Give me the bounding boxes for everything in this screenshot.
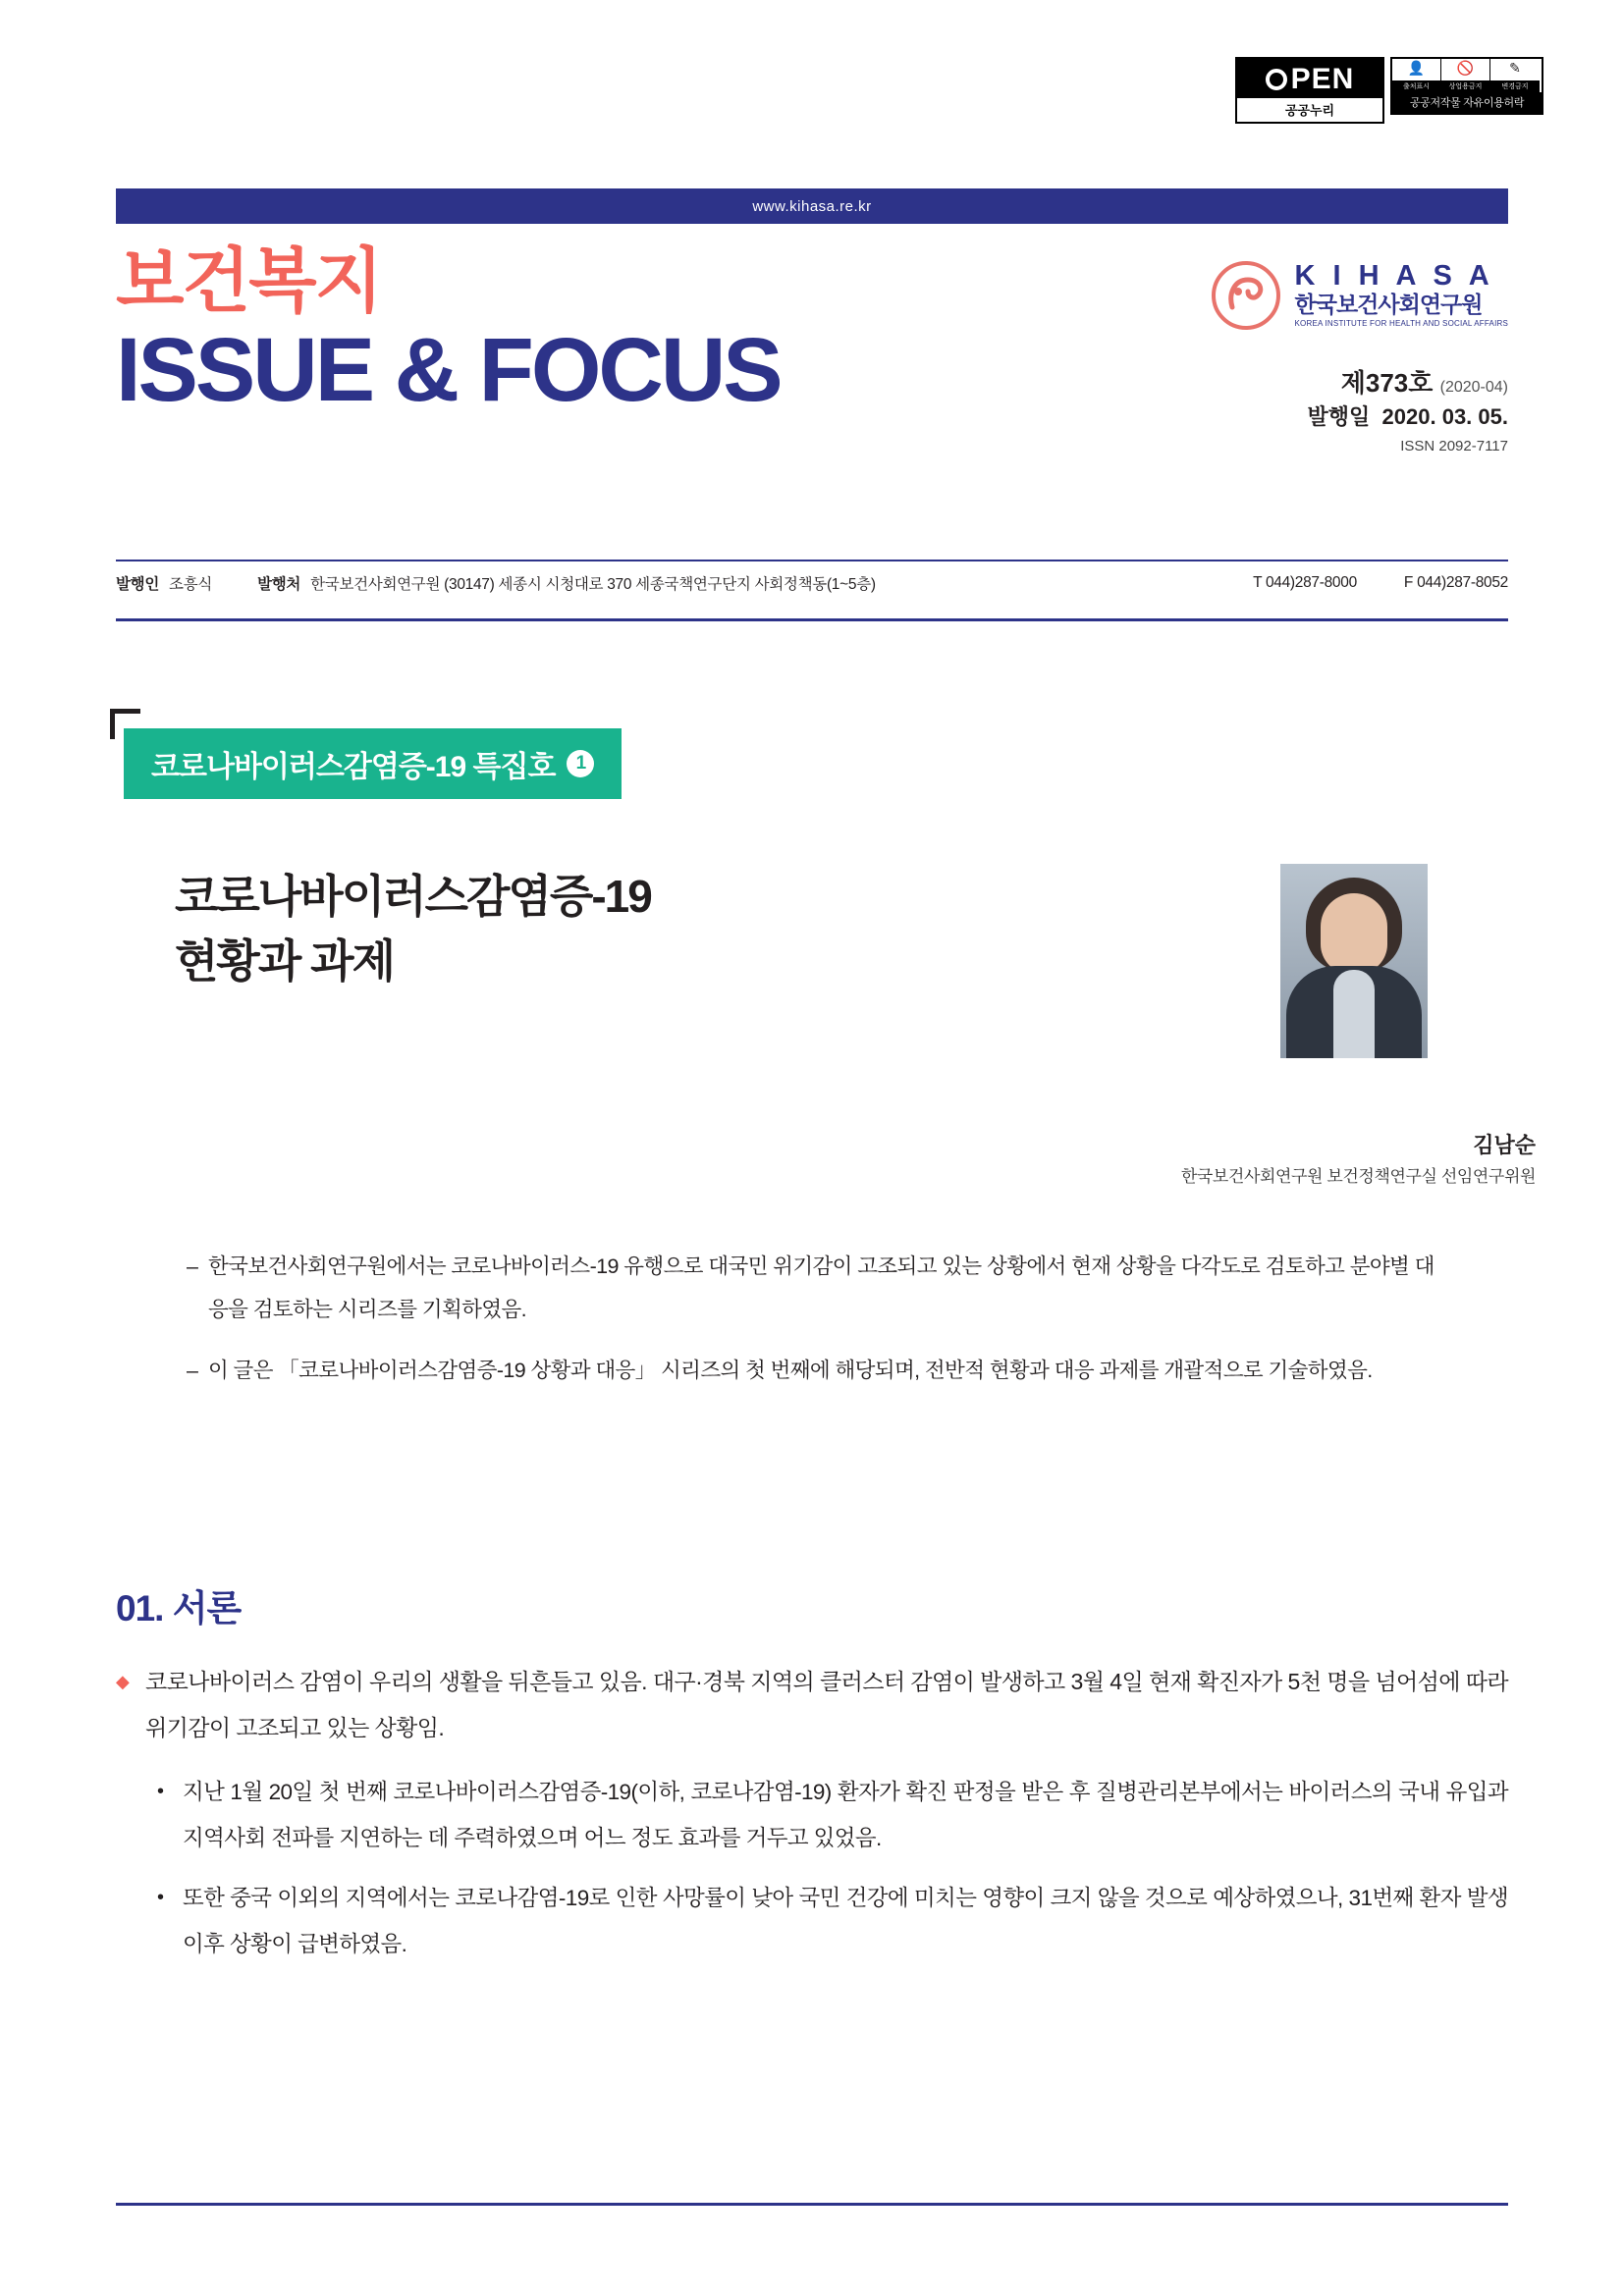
article-title-line2: 현황과 과제 [175, 935, 394, 987]
noderivative-icon [1490, 59, 1540, 92]
body-paragraph-level1 [116, 1659, 1508, 1751]
section-heading [116, 1578, 241, 1631]
publish-date-line [1308, 402, 1508, 432]
website-url-bar: www.kihasa.re.kr [116, 188, 1508, 224]
summary-dash-icon: – [187, 1359, 198, 1382]
kihasa-logo-sub: KOREA INSTITUTE FOR HEALTH AND SOCIAL AFFAIRS [1294, 319, 1508, 328]
footer-rule [116, 2203, 1508, 2206]
section-title: 서론 [172, 1588, 242, 1629]
publish-date-value: 2020. 03. 05. [1381, 404, 1508, 429]
diamond-bullet-icon: ◆ [116, 1672, 130, 1691]
article-summary [187, 1245, 1453, 1410]
dot-bullet-icon: • [157, 1887, 164, 1908]
kihasa-logo-ko: 한국보건사회연구원 [1294, 292, 1483, 317]
open-text: PEN [1290, 63, 1355, 95]
section-body [116, 1659, 1508, 1981]
article-title [175, 864, 651, 993]
masthead-title-english: ISSUE & FOCUS [116, 320, 781, 420]
issn: ISSN 2092-7117 [1400, 438, 1508, 454]
open-label [1237, 59, 1382, 98]
issue-number-line [1308, 368, 1508, 402]
masthead [116, 240, 1508, 454]
attribution-icon [1392, 59, 1441, 92]
kogl-badge [1235, 57, 1543, 124]
summary-item [187, 1349, 1453, 1392]
body-paragraph-level2 [157, 1875, 1508, 1967]
fax: F 044)287-8052 [1403, 574, 1508, 591]
special-issue-label: 코로나바이러스감염증-19 특집호 [151, 751, 556, 783]
noderivative-caption: 변경금지 [1490, 80, 1540, 92]
article-title-line1: 코로나바이러스감염증-19 [175, 871, 651, 922]
publisher-name: 조흥식 [169, 576, 213, 593]
person-icon: 👤 [1407, 60, 1426, 76]
issue-metadata [1308, 368, 1508, 461]
body-paragraph-text: 코로나바이러스 감염이 우리의 생활을 뒤흔들고 있음. 대구·경북 지역의 클러스터 감염이 발생하고 3월 4일 현재 확진자가 5천 명을 넘어섬에 따라 위기감이 고조되고 있는 상황임. [145, 1669, 1508, 1740]
no-commercial-icon: 🚫 [1456, 60, 1475, 76]
special-issue-number-badge: 1 [567, 750, 594, 777]
summary-item [187, 1245, 1453, 1331]
kogl-caption: 공공저작물 자유이용허락 [1392, 92, 1542, 113]
author-photo-shirt [1333, 970, 1375, 1058]
author-name: 김남순 [1473, 1133, 1536, 1157]
author-affiliation: 한국보건사회연구원 보건정책연구실 선임연구위원 [1180, 1167, 1536, 1186]
body-paragraph-text: 또한 중국 이외의 지역에서는 코로나감염-19로 인한 사망률이 낮아 국민 건강에 미치는 영향이 크지 않을 것으로 예상하였으나, 31번째 환자 발생 이후 상황이 급변하였음. [183, 1886, 1508, 1956]
kihasa-logo-text [1295, 261, 1508, 330]
masthead-title-korean: 보건복지 [116, 242, 382, 321]
kihasa-mark-svg [1209, 258, 1283, 333]
telephone: T 044)287-8000 [1253, 574, 1357, 591]
body-paragraph-level2 [157, 1769, 1508, 1861]
issue-number: 제373호 [1340, 368, 1434, 398]
summary-text: 한국보건사회연구원에서는 코로나바이러스-19 유행으로 대국민 위기감이 고조되고 있는 상황에서 현재 상황을 다각도로 검토하고 분야별 대응을 검토하는 시리즈를 기획하였음. [208, 1255, 1435, 1321]
publisher-label: 발행인 [116, 576, 160, 593]
open-circle-icon [1266, 69, 1287, 90]
issue-year: (2020-04) [1439, 379, 1508, 396]
publisher-line [116, 572, 1508, 594]
summary-dash-icon: – [187, 1255, 198, 1278]
publisher-rule-bottom [116, 618, 1508, 621]
attribution-caption: 출처표시 [1392, 80, 1440, 92]
organization-label: 발행처 [257, 576, 301, 593]
author-photo-face [1321, 893, 1387, 974]
kihasa-symbol-icon [1209, 258, 1283, 333]
dot-bullet-icon: • [157, 1781, 164, 1802]
kogl-icon-row [1392, 59, 1542, 92]
kogl-icon-group [1390, 57, 1543, 115]
no-edit-icon: ✎ [1509, 60, 1521, 76]
body-paragraph-text: 지난 1월 20일 첫 번째 코로나바이러스감염증-19(이하, 코로나감염-19) 환자가 확진 판정을 받은 후 질병관리본부에서는 바이러스의 국내 유입과 지역사회 전파를 지연하는 데 주력하였으며 어느 정도 효과를 거두고 있었음. [183, 1780, 1508, 1850]
section-number: 01. [116, 1588, 164, 1629]
open-access-badge [1235, 57, 1384, 124]
publish-date-label: 발행일 [1307, 404, 1371, 429]
summary-text: 이 글은 「코로나바이러스감염증-19 상황과 대응」 시리즈의 첫 번째에 해당되며, 전반적 현황과 대응 과제를 개괄적으로 기술하였음. [208, 1359, 1373, 1382]
noncommercial-icon [1441, 59, 1490, 92]
noncommercial-caption: 상업용금지 [1441, 80, 1489, 92]
publisher-rule-top [116, 560, 1508, 561]
kogl-open-sub: 공공누리 [1237, 98, 1382, 122]
organization-address: 한국보건사회연구원 (30147) 세종시 시청대로 370 세종국책연구단지 사회정책동(1~5층) [310, 576, 876, 593]
author-photo [1280, 864, 1428, 1058]
kihasa-logo-en: K I H A S A [1294, 260, 1494, 292]
kihasa-logo [1209, 258, 1508, 333]
special-issue-tag [124, 728, 622, 799]
